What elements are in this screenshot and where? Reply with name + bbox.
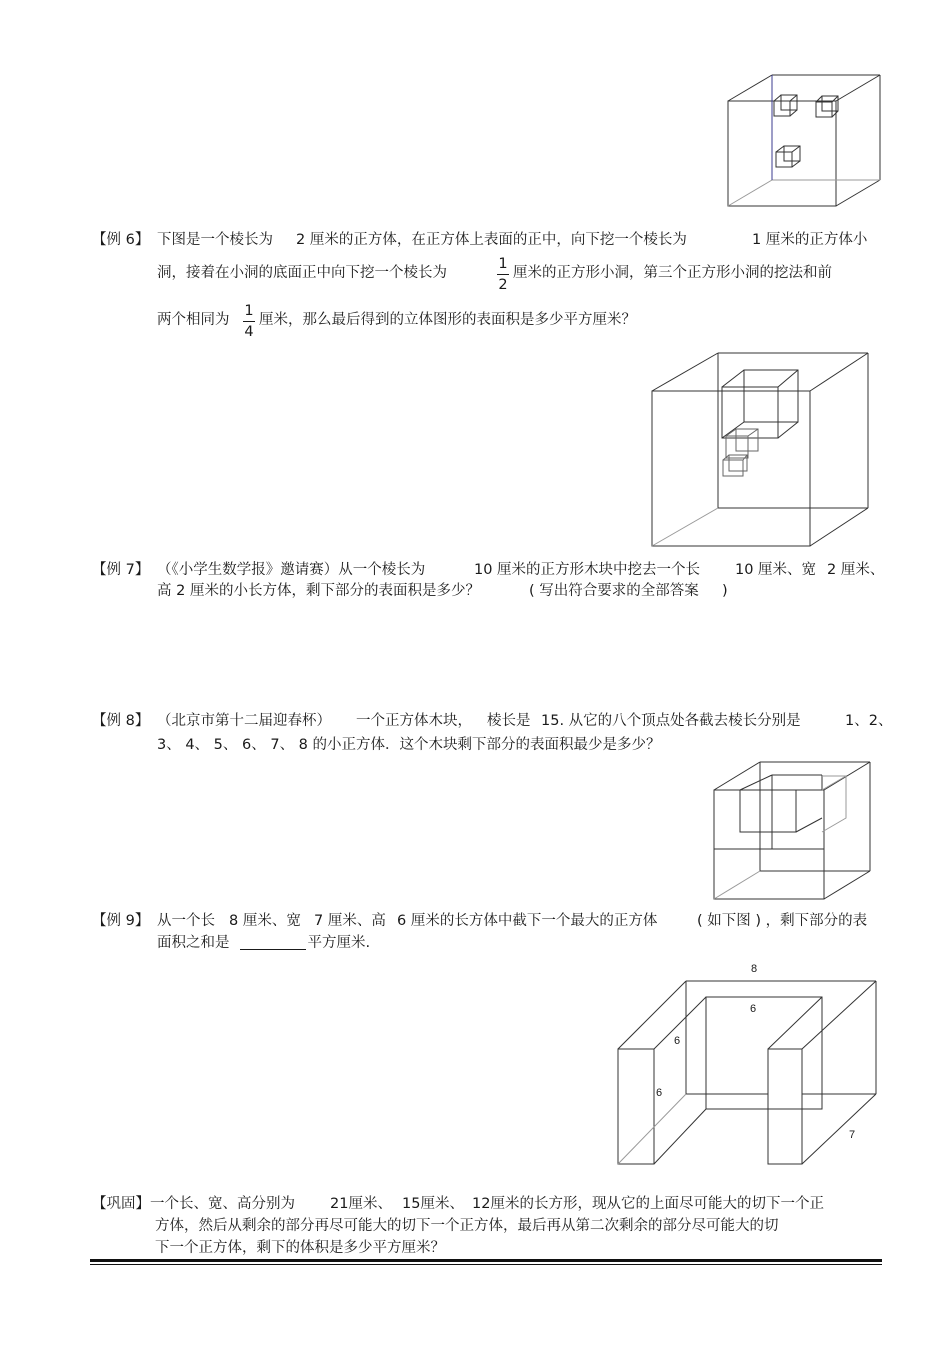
example-6-text-3a: 两个相同为	[157, 312, 230, 328]
dimension-label-left-upper: 6	[674, 1035, 681, 1047]
fraction-numerator: 1	[244, 303, 254, 319]
answer-blank[interactable]	[240, 935, 306, 950]
example-8-text-1a: （北京市第十二届迎春杯）	[157, 713, 331, 729]
example-6-text-1c: 1 厘米的正方体小	[752, 232, 868, 248]
footer-rule-thick	[90, 1259, 882, 1262]
example-9-text-1d: 6 厘米的长方体中截下一个最大的正方体	[397, 913, 658, 929]
example-7-tag: 【例 7】	[92, 562, 150, 578]
consolidate-tag: 【巩固】	[92, 1196, 150, 1212]
fraction-denominator: 2	[498, 277, 508, 293]
dimension-label-right: 7	[849, 1129, 856, 1141]
example-7-text-1d: 2 厘米、	[827, 562, 885, 578]
example-9-text-1c: 7 厘米、高	[314, 913, 386, 929]
example-7-text-2a: 高 2 厘米的小长方体，剩下部分的表面积是多少？	[157, 583, 480, 599]
fraction-one-quarter	[242, 303, 256, 340]
dimension-label-top: 8	[751, 963, 758, 975]
example-8-text-1b: 一个正方体木块，	[356, 713, 472, 729]
example-9-tag: 【例 9】	[92, 913, 150, 929]
example-8-text-1e: 1、2、	[845, 713, 893, 729]
example-6-text-1b: 2 厘米的正方体，在正方体上表面的正中，向下挖一个棱长为	[296, 232, 687, 248]
fraction-one-half	[496, 256, 510, 293]
fraction-numerator: 1	[498, 256, 508, 272]
footer-rule-thin	[90, 1264, 882, 1265]
consolidate-text-2: 方体，然后从剩余的部分再尽可能大的切下一个正方体，最后再从第二次剩余的部分尽可能大的切	[155, 1218, 779, 1234]
consolidate-text-1b: 21厘米、	[330, 1196, 392, 1212]
example-9-text-1a: 从一个长	[157, 913, 215, 929]
example-6-text-3b: 厘米，那么最后得到的立体图形的表面积是多少平方厘米？	[259, 312, 636, 328]
example-9-text-2b: 平方厘米.	[307, 935, 371, 951]
example-9-line-2	[157, 933, 370, 953]
example-8-text-1d: 15. 从它的八个顶点处各截去棱长分别是	[541, 713, 801, 729]
example-7-text-1a: （《小学生数学报》邀请赛）从一个棱长为	[157, 562, 426, 578]
example-6-text-2b: 厘米的正方形小洞，第三个正方形小洞的挖法和前	[513, 265, 832, 281]
example-8-text-1c: 棱长是	[487, 713, 531, 729]
consolidate-text-1c: 15厘米、	[402, 1196, 464, 1212]
example-9-text-2a: 面积之和是	[157, 935, 230, 951]
consolidate-text-1d: 12厘米的长方形，现从它的上面尽可能大的切下一个正	[472, 1196, 824, 1212]
example-7-text-2c: )	[722, 583, 728, 599]
example-9-text-1b: 8 厘米、宽	[229, 913, 301, 929]
example-6-text-2a: 洞，接着在小洞的底面正中向下挖一个棱长为	[157, 265, 447, 281]
dimension-label-left-lower: 6	[656, 1087, 663, 1099]
example-7-text-2b: ( 写出符合要求的全部答案	[529, 583, 699, 599]
consolidate-text-3: 下一个正方体，剩下的体积是多少平方厘米？	[155, 1240, 445, 1256]
example-6-text-1a: 下图是一个棱长为	[157, 232, 273, 248]
example-7-text-1c: 10 厘米、宽	[735, 562, 817, 578]
example-8-tag: 【例 8】	[92, 713, 150, 729]
example-9-text-1e: ( 如下图 ) ，剩下部分的表	[697, 913, 868, 929]
dimension-label-inner: 6	[750, 1003, 757, 1015]
example-8-text-2: 3、 4、 5、 6、 7、 8 的小正方体．这个木块剩下部分的表面积最少是多少？	[157, 737, 661, 753]
fraction-denominator: 4	[244, 324, 254, 340]
example-7-text-1b: 10 厘米的正方形木块中挖去一个长	[474, 562, 701, 578]
consolidate-text-1a: 一个长、宽、高分别为	[150, 1196, 295, 1212]
example-6-tag: 【例 6】	[92, 232, 150, 248]
